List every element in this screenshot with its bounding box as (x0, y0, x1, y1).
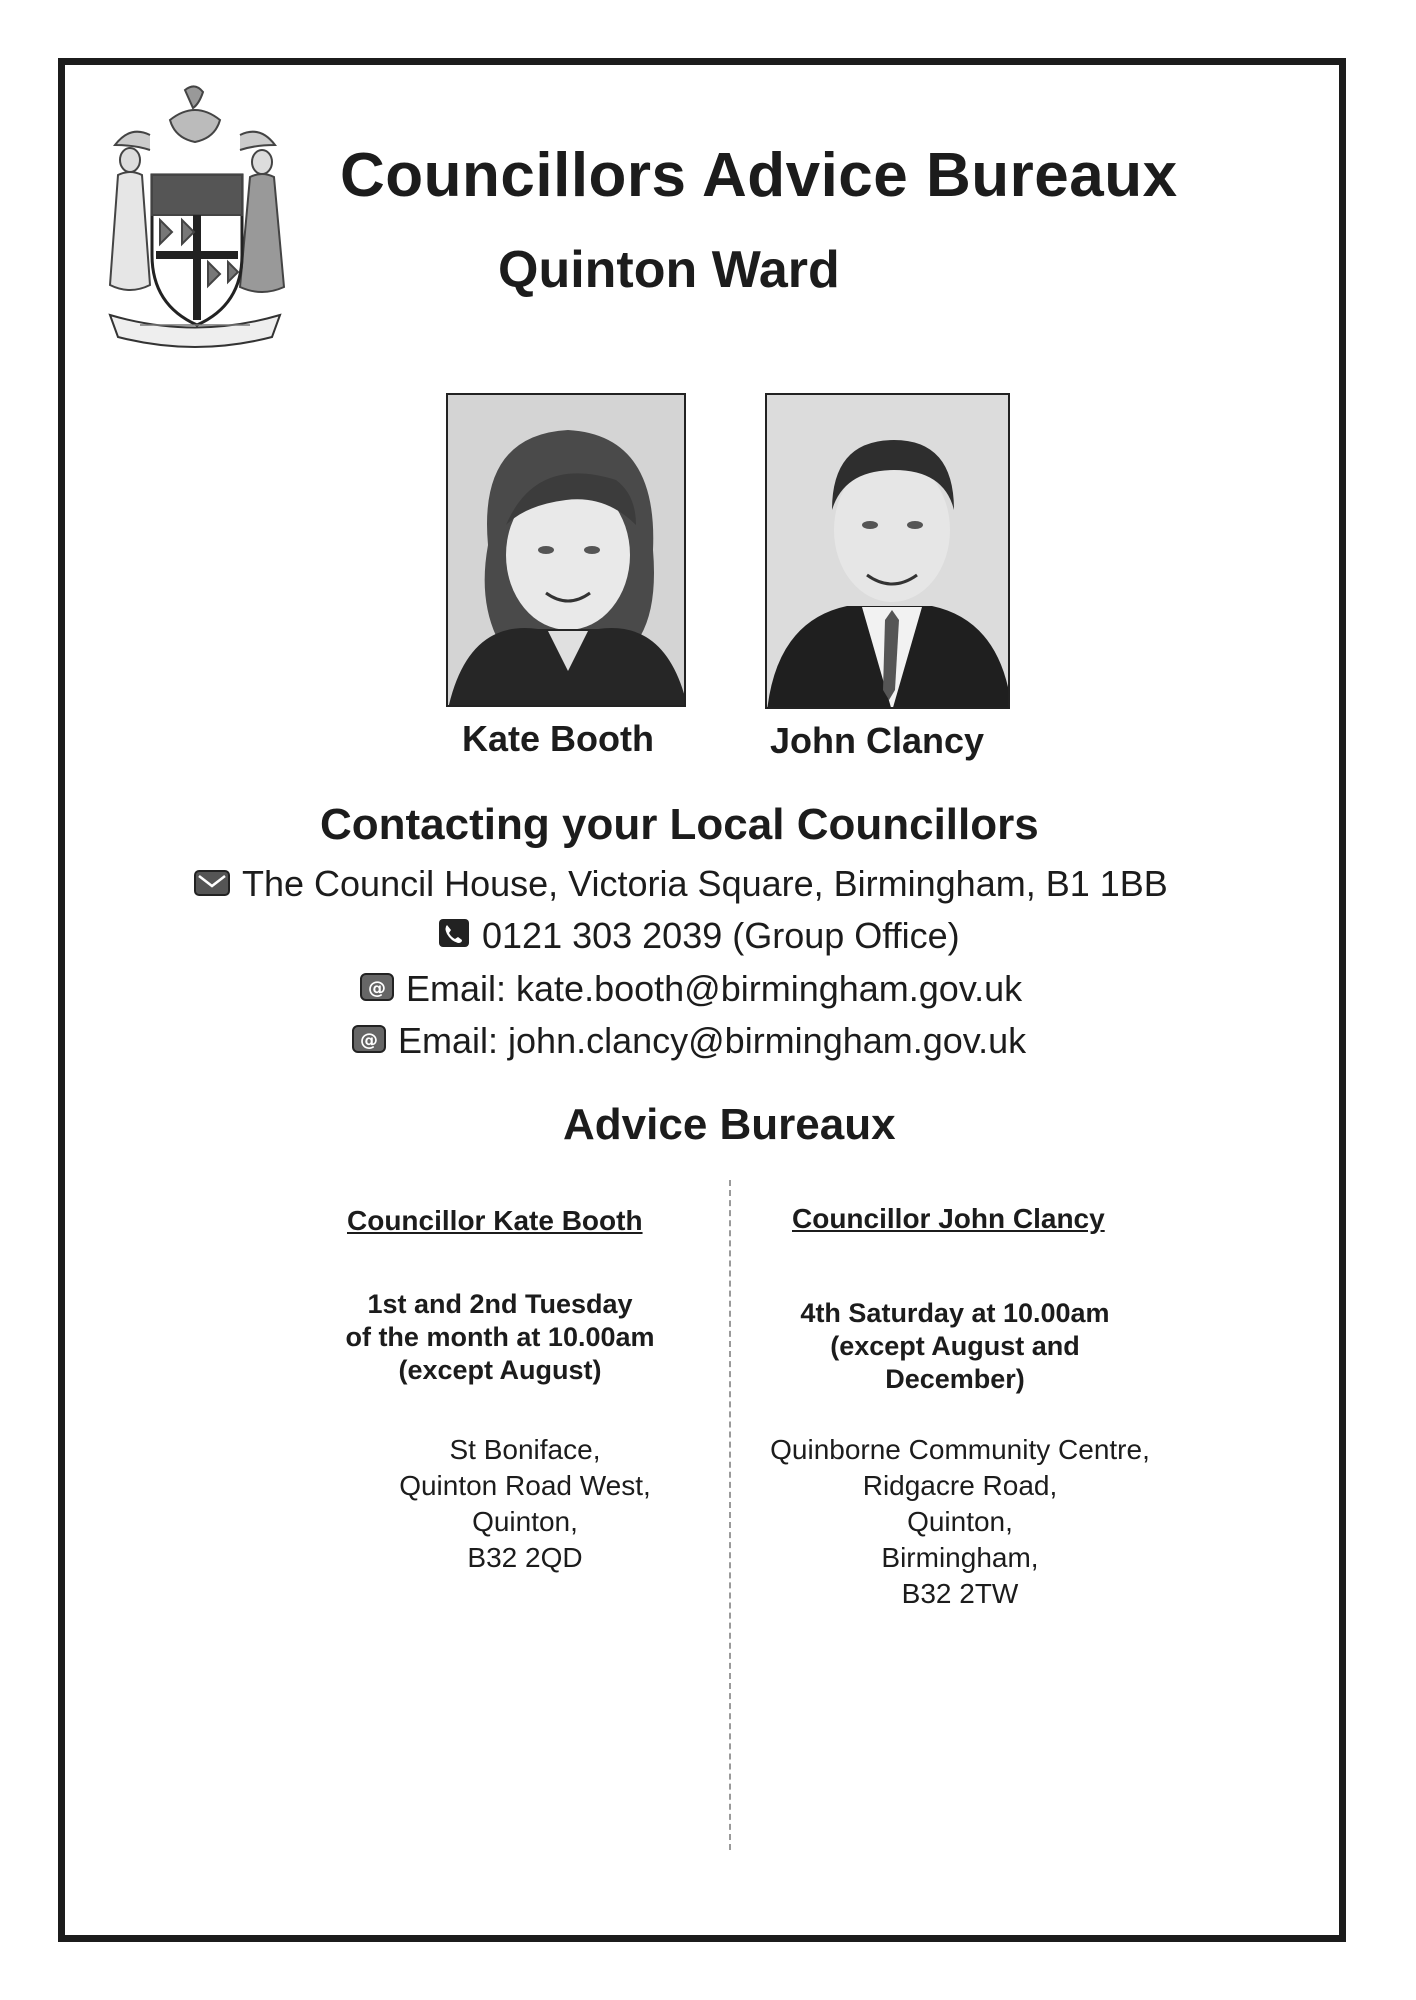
bureau-heading-john: Councillor John Clancy (792, 1203, 1105, 1234)
phone-icon (438, 915, 470, 957)
advice-heading: Advice Bureaux (563, 1100, 896, 1149)
address-line: St Boniface, (449, 1434, 601, 1465)
schedule-line: (except August and (830, 1331, 1080, 1361)
address-line: Quinton, (907, 1506, 1013, 1537)
envelope-icon (194, 863, 230, 905)
schedule-line: (except August) (398, 1355, 602, 1385)
address-line: Quinton, (472, 1506, 578, 1537)
schedule-line: 1st and 2nd Tuesday (367, 1289, 633, 1319)
birmingham-coat-of-arms-icon (90, 80, 300, 360)
contact-heading: Contacting your Local Councillors (320, 800, 1039, 849)
at-sign-icon (352, 1020, 386, 1062)
schedule-line: of the month at 10.00am (345, 1322, 655, 1352)
councillor-photo-john (765, 393, 1010, 709)
ward-name: Quinton Ward (498, 241, 840, 299)
address-line: Quinborne Community Centre, (770, 1434, 1150, 1465)
address-line: Birmingham, (881, 1542, 1039, 1573)
schedule-line: 4th Saturday at 10.00am (800, 1298, 1110, 1328)
bureau-address-john (750, 1432, 1170, 1612)
at-sign-icon (360, 968, 394, 1010)
contact-email-kate-text: Email: kate.booth@birmingham.gov.uk (406, 968, 1023, 1009)
councillor-name-john: John Clancy (770, 720, 985, 761)
address-line: B32 2QD (467, 1542, 583, 1573)
schedule-line: December) (885, 1364, 1025, 1394)
councillor-name-kate: Kate Booth (462, 718, 654, 759)
page-title: Councillors Advice Bureaux (340, 141, 1178, 210)
contact-phone-text: 0121 303 2039 (Group Office) (482, 915, 960, 956)
bureau-address-kate (360, 1432, 690, 1576)
bureau-heading-kate: Councillor Kate Booth (347, 1205, 643, 1236)
address-line: Quinton Road West, (399, 1470, 651, 1501)
svg-text:@: @ (360, 1030, 378, 1051)
contact-email-kate (360, 968, 1022, 1010)
bureau-schedule-kate (320, 1288, 680, 1387)
contact-address-text: The Council House, Victoria Square, Birmingham, B1 1BB (242, 863, 1168, 904)
address-line: B32 2TW (901, 1578, 1019, 1609)
contact-address (194, 863, 1168, 905)
bureau-schedule-john (770, 1297, 1140, 1396)
contact-email-john (352, 1020, 1026, 1062)
contact-email-john-text: Email: john.clancy@birmingham.gov.uk (398, 1020, 1027, 1061)
address-line: Ridgacre Road, (862, 1470, 1058, 1501)
column-divider (729, 1180, 731, 1850)
contact-phone (438, 915, 960, 957)
councillor-photo-kate (446, 393, 686, 707)
svg-text:@: @ (368, 978, 386, 999)
